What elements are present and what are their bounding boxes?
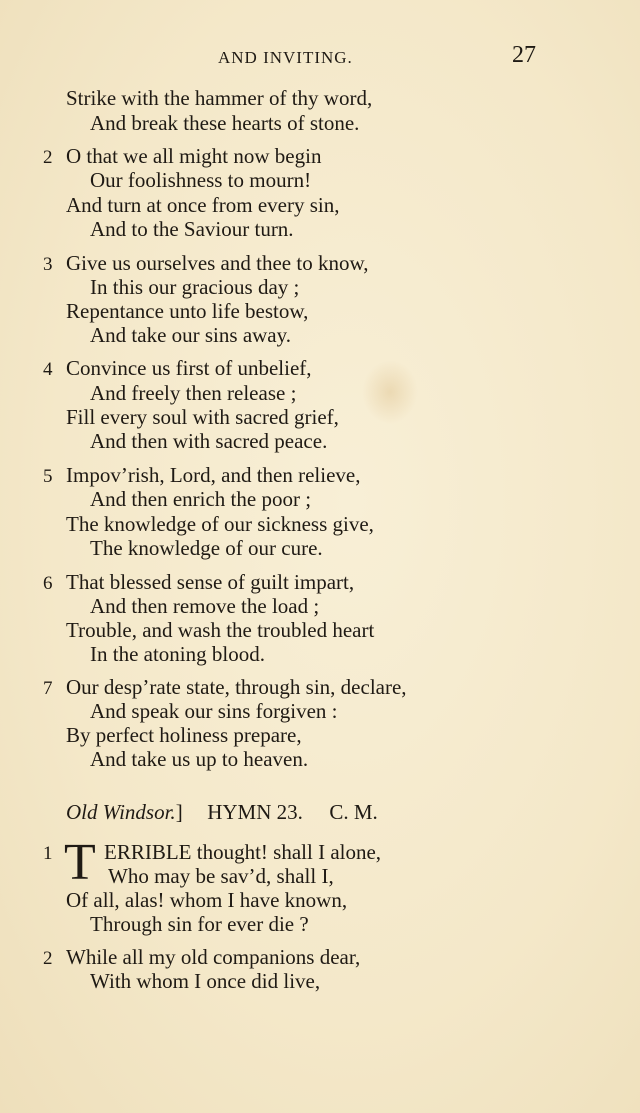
stanza-number: 5 bbox=[43, 466, 53, 487]
stanza-number: 2 bbox=[43, 147, 53, 168]
verse-line: And take our sins away. bbox=[90, 323, 292, 347]
verse-line: Through sin for ever die ? bbox=[90, 912, 309, 936]
verse-line: Who may be sav’d, shall I, bbox=[108, 864, 334, 888]
stanza-number: 6 bbox=[43, 573, 53, 594]
verse-line: Of all, alas! whom I have known, bbox=[66, 888, 348, 912]
verse-line: Fill every soul with sacred grief, bbox=[66, 405, 339, 429]
verse-line: O that we all might now begin bbox=[66, 144, 322, 168]
verse-line: The knowledge of our cure. bbox=[90, 536, 323, 560]
verse-line: While all my old companions dear, bbox=[66, 945, 361, 969]
paper-stain bbox=[362, 360, 418, 424]
verse-line: And to the Saviour turn. bbox=[90, 217, 294, 241]
verse-line: And then enrich the poor ; bbox=[90, 487, 312, 511]
hymn-heading bbox=[66, 800, 378, 824]
verse-line: And take us up to heaven. bbox=[90, 747, 309, 771]
verse-line: And freely then release ; bbox=[90, 381, 297, 405]
verse-line: The knowledge of our sickness give, bbox=[66, 512, 374, 536]
running-head: AND INVITING. bbox=[218, 48, 353, 67]
hymn-meter: C. M. bbox=[329, 800, 378, 824]
verse-line: Trouble, and wash the troubled heart bbox=[66, 618, 375, 642]
verse-line: And then with sacred peace. bbox=[90, 429, 328, 453]
verse-line: And then remove the load ; bbox=[90, 594, 320, 618]
verse-line: By perfect holiness prepare, bbox=[66, 723, 302, 747]
verse-line: ERRIBLE thought! shall I alone, bbox=[104, 840, 382, 864]
verse-line: Give us ourselves and thee to know, bbox=[66, 251, 369, 275]
verse-line: Our desp’rate state, through sin, declare, bbox=[66, 675, 407, 699]
hymn-title: HYMN 23. bbox=[207, 800, 303, 824]
stanza-number: 2 bbox=[43, 948, 53, 969]
verse-line: And break these hearts of stone. bbox=[90, 111, 360, 135]
verse-line: In this our gracious day ; bbox=[90, 275, 300, 299]
stanza-number: 3 bbox=[43, 254, 53, 275]
verse-line: Strike with the hammer of thy word, bbox=[66, 86, 373, 110]
stanza-number: 4 bbox=[43, 359, 53, 380]
stanza-number: 7 bbox=[43, 678, 53, 699]
verse-line: Our foolishness to mourn! bbox=[90, 168, 312, 192]
tune-bracket: ] bbox=[175, 800, 183, 824]
verse-line: Repentance unto life bestow, bbox=[66, 299, 309, 323]
drop-cap: T bbox=[64, 834, 96, 891]
verse-line: Convince us first of unbelief, bbox=[66, 356, 312, 380]
verse-line: And speak our sins forgiven : bbox=[90, 699, 338, 723]
page-number: 27 bbox=[512, 42, 536, 68]
tune-name: Old Windsor. bbox=[66, 800, 176, 824]
verse-line: With whom I once did live, bbox=[90, 969, 321, 993]
verse-line: And turn at once from every sin, bbox=[66, 193, 340, 217]
verse-line: In the atoning blood. bbox=[90, 642, 265, 666]
verse-line: Impov’rish, Lord, and then relieve, bbox=[66, 463, 361, 487]
verse-line: That blessed sense of guilt impart, bbox=[66, 570, 355, 594]
stanza-number: 1 bbox=[43, 843, 53, 864]
